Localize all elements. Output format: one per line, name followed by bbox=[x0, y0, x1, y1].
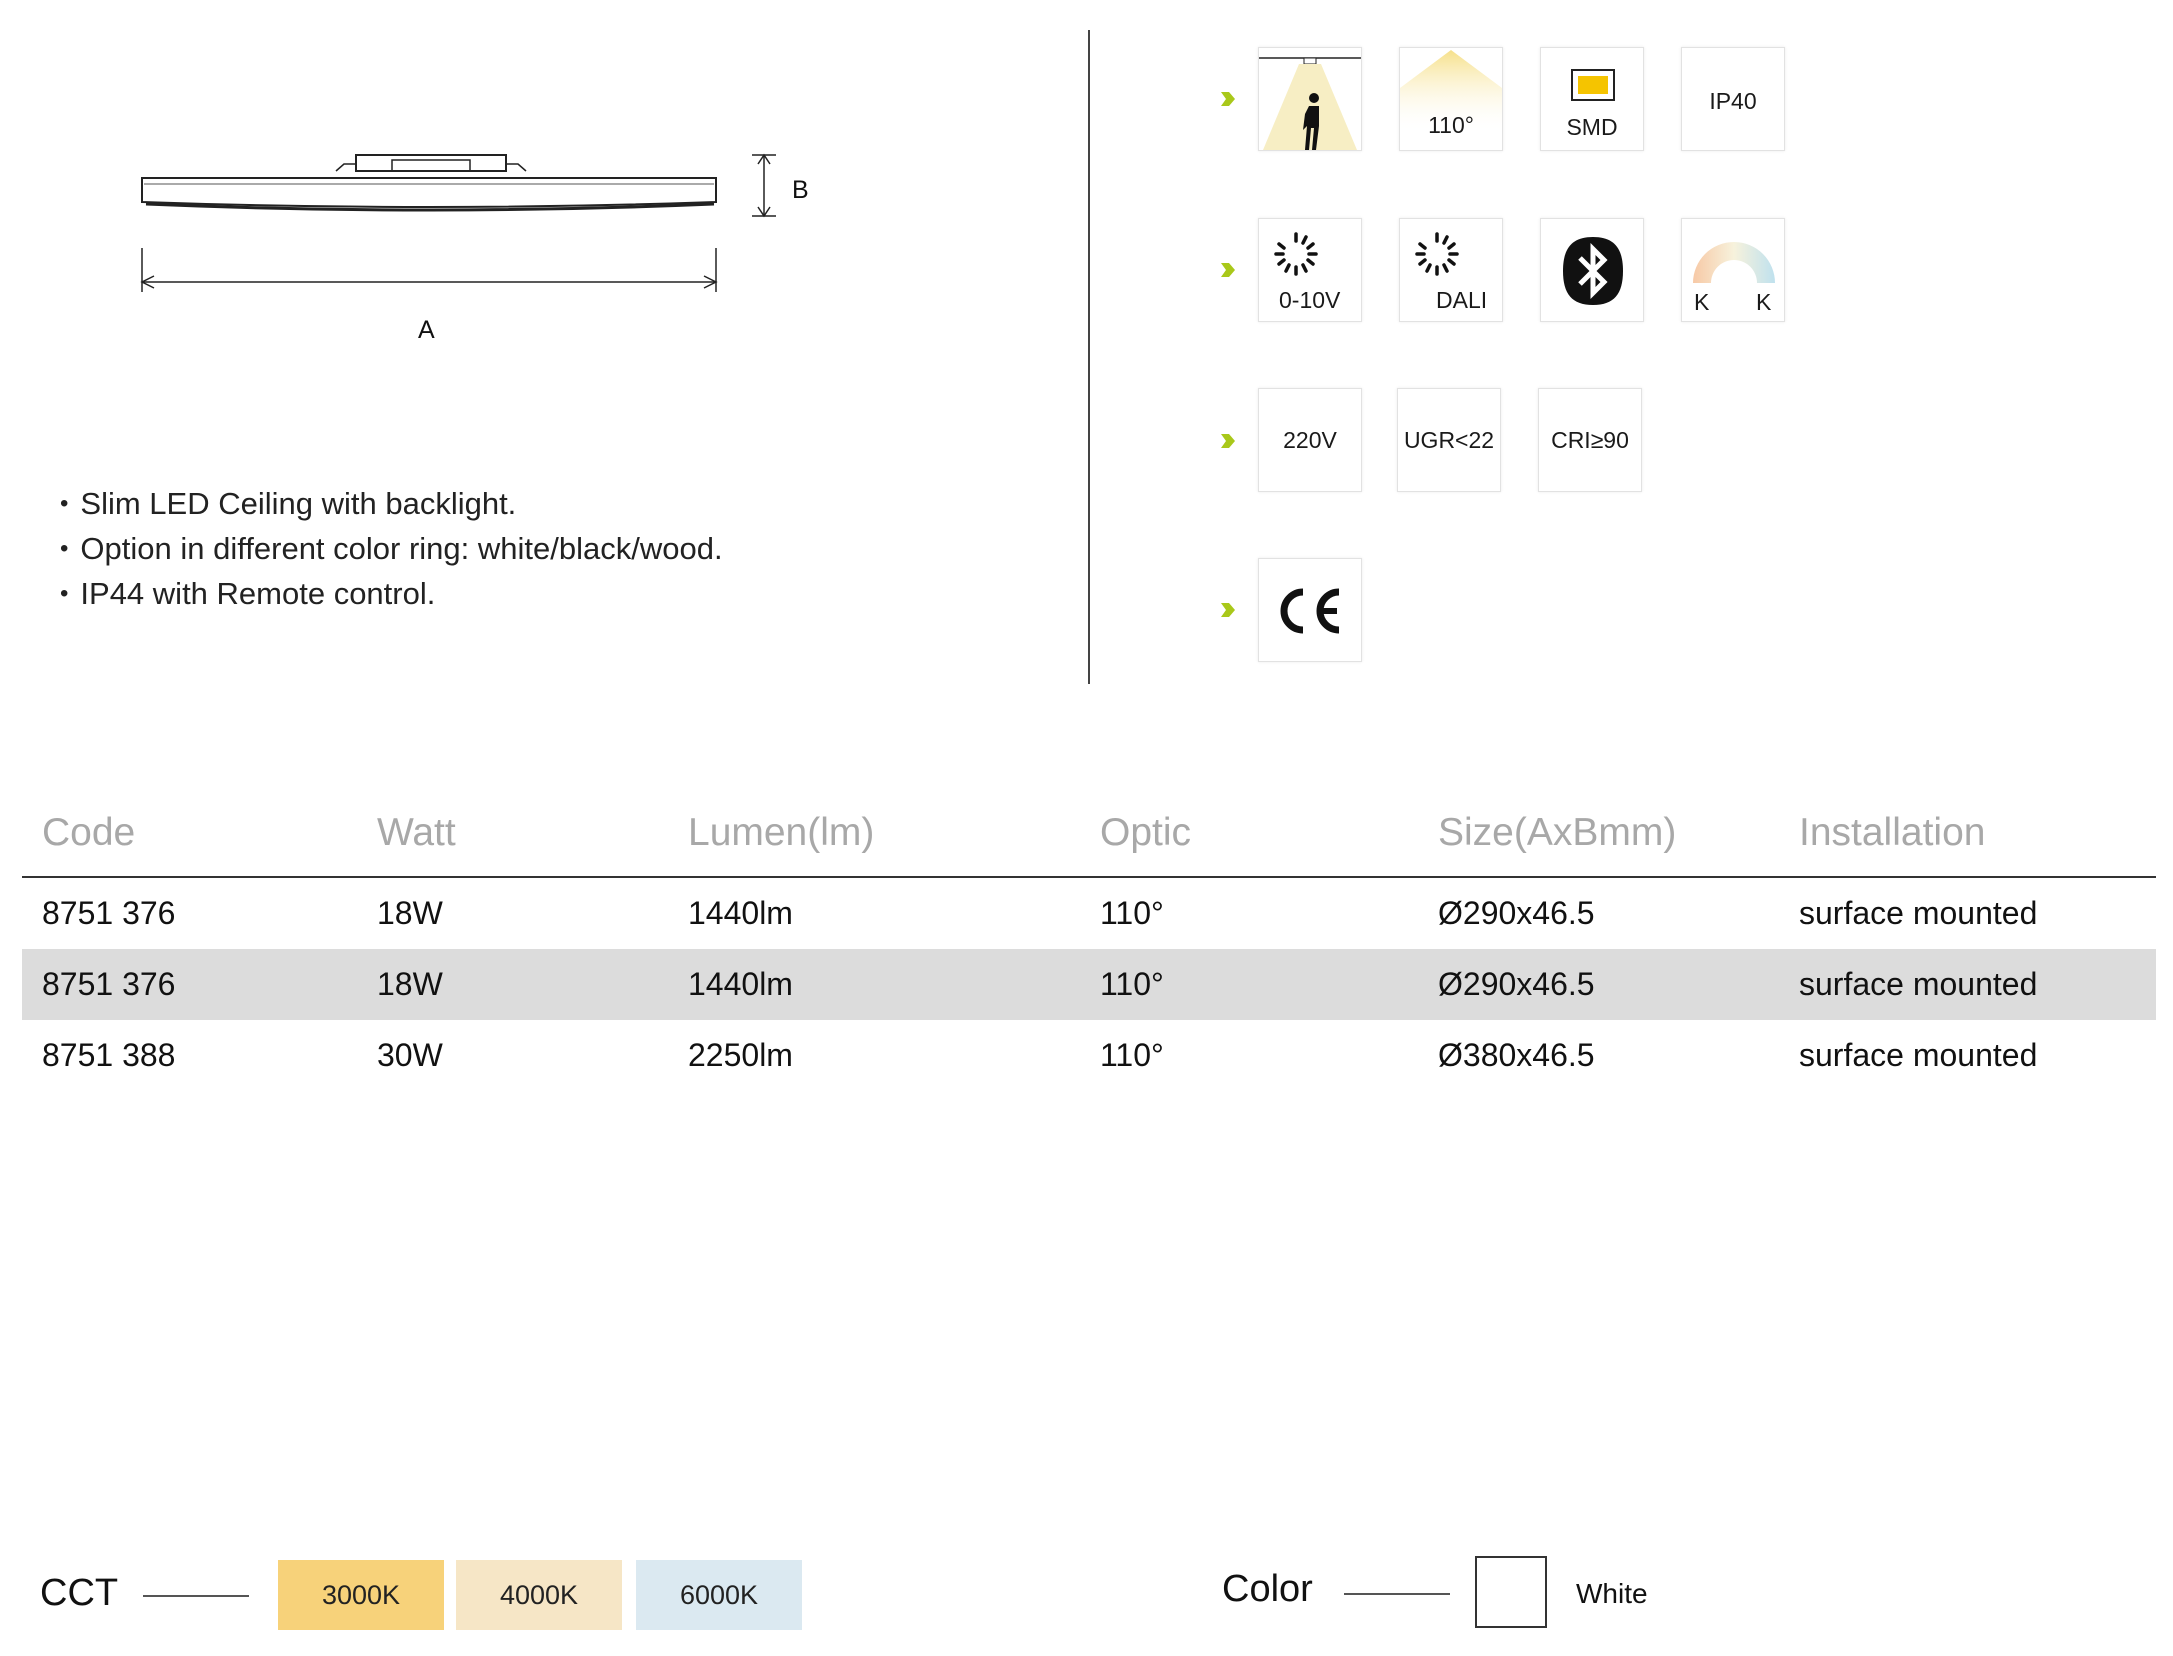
luminaire-side-view bbox=[130, 140, 830, 360]
cell-size: Ø290x46.5 bbox=[1438, 949, 1799, 1020]
beam-angle-label: 110° bbox=[1428, 112, 1474, 138]
beam-angle-icon bbox=[1399, 47, 1503, 151]
dimension-a-label: A bbox=[418, 316, 435, 344]
cell-lumen: 2250lm bbox=[688, 1037, 793, 1073]
chevron-right-icon bbox=[1220, 433, 1236, 449]
chevron-right-icon bbox=[1220, 602, 1236, 618]
smd-label: SMD bbox=[1566, 114, 1618, 140]
voltage-label: 220V bbox=[1283, 427, 1337, 453]
chevron-right-icon bbox=[1220, 91, 1236, 107]
color-label: Color bbox=[1222, 1568, 1313, 1610]
table-row bbox=[22, 949, 2156, 1020]
header-lumen: Lumen(lm) bbox=[688, 790, 1100, 877]
spec-table bbox=[22, 790, 2156, 1091]
cell-watt: 30W bbox=[377, 1037, 443, 1073]
cell-code: 8751 388 bbox=[42, 1037, 176, 1073]
cell-watt: 18W bbox=[377, 949, 688, 1020]
bluetooth-icon bbox=[1540, 218, 1644, 322]
table-row bbox=[22, 1020, 2156, 1091]
chevron-right-icon bbox=[1220, 262, 1236, 278]
cri-icon bbox=[1538, 388, 1642, 492]
feature-item: • Slim LED Ceiling with backlight. bbox=[60, 483, 723, 528]
cell-lumen: 1440lm bbox=[688, 895, 793, 931]
feature-item: • Option in different color ring: white/black/wood. bbox=[60, 528, 723, 573]
cell-installation: surface mounted bbox=[1799, 895, 2038, 931]
cct-swatch-6000k bbox=[636, 1560, 802, 1630]
cell-optic: 110° bbox=[1100, 895, 1164, 931]
voltage-icon bbox=[1258, 388, 1362, 492]
table-row bbox=[22, 877, 2156, 949]
table-header-row bbox=[22, 790, 2156, 877]
dali-label: DALI bbox=[1436, 287, 1488, 313]
dali-dimmer-icon bbox=[1399, 218, 1503, 322]
header-size: Size(AxBmm) bbox=[1438, 790, 1799, 877]
cri-label: CRI≥90 bbox=[1551, 427, 1629, 453]
cct-label: CCT bbox=[40, 1572, 119, 1614]
cct-swatch-4000k bbox=[456, 1560, 622, 1630]
header-code: Code bbox=[22, 790, 377, 877]
cell-optic: 110° bbox=[1100, 949, 1438, 1020]
product-dimension-drawing bbox=[130, 140, 830, 360]
dimension-b-label: B bbox=[792, 176, 809, 204]
cct-swatch-3000k bbox=[278, 1560, 444, 1630]
header-watt: Watt bbox=[377, 790, 688, 877]
color-swatch-white bbox=[1475, 1556, 1547, 1628]
cell-installation: surface mounted bbox=[1799, 949, 2156, 1020]
cell-optic: 110° bbox=[1100, 1037, 1164, 1073]
feature-list bbox=[60, 483, 723, 618]
ugr-label: UGR<22 bbox=[1403, 427, 1495, 453]
vertical-divider bbox=[1088, 30, 1090, 684]
cell-size: Ø380x46.5 bbox=[1438, 1037, 1595, 1073]
cct-swatch-label: 3000K bbox=[321, 1579, 401, 1610]
cct-swatch-label: 6000K bbox=[679, 1579, 759, 1610]
cell-code: 8751 376 bbox=[42, 895, 176, 931]
cct-swatch-label: 4000K bbox=[499, 1579, 579, 1610]
smd-chip-icon bbox=[1540, 47, 1644, 151]
color-value: White bbox=[1576, 1578, 1648, 1609]
ugr-icon bbox=[1397, 388, 1501, 492]
ce-mark-icon bbox=[1258, 558, 1362, 662]
cct-connector-line bbox=[143, 1595, 249, 1597]
color-connector-line bbox=[1344, 1593, 1450, 1595]
feature-item: • IP44 with Remote control. bbox=[60, 573, 723, 618]
kelvin-cool-label: K bbox=[1756, 289, 1772, 315]
header-optic: Optic bbox=[1100, 790, 1438, 877]
header-installation: Installation bbox=[1799, 790, 2156, 877]
ip-rating-label: IP40 bbox=[1709, 88, 1757, 114]
cell-size: Ø290x46.5 bbox=[1438, 895, 1595, 931]
lighting-area-icon bbox=[1258, 47, 1362, 151]
dimming-010-label: 0-10V bbox=[1279, 287, 1341, 313]
kelvin-warm-label: K bbox=[1694, 289, 1710, 315]
cell-watt: 18W bbox=[377, 895, 443, 931]
cell-code: 8751 376 bbox=[22, 949, 377, 1020]
dimmer-icon bbox=[1258, 218, 1362, 322]
cell-installation: surface mounted bbox=[1799, 1037, 2038, 1073]
cell-lumen: 1440lm bbox=[688, 949, 1100, 1020]
tunable-white-icon bbox=[1681, 218, 1785, 322]
ip-rating-icon bbox=[1681, 47, 1785, 151]
